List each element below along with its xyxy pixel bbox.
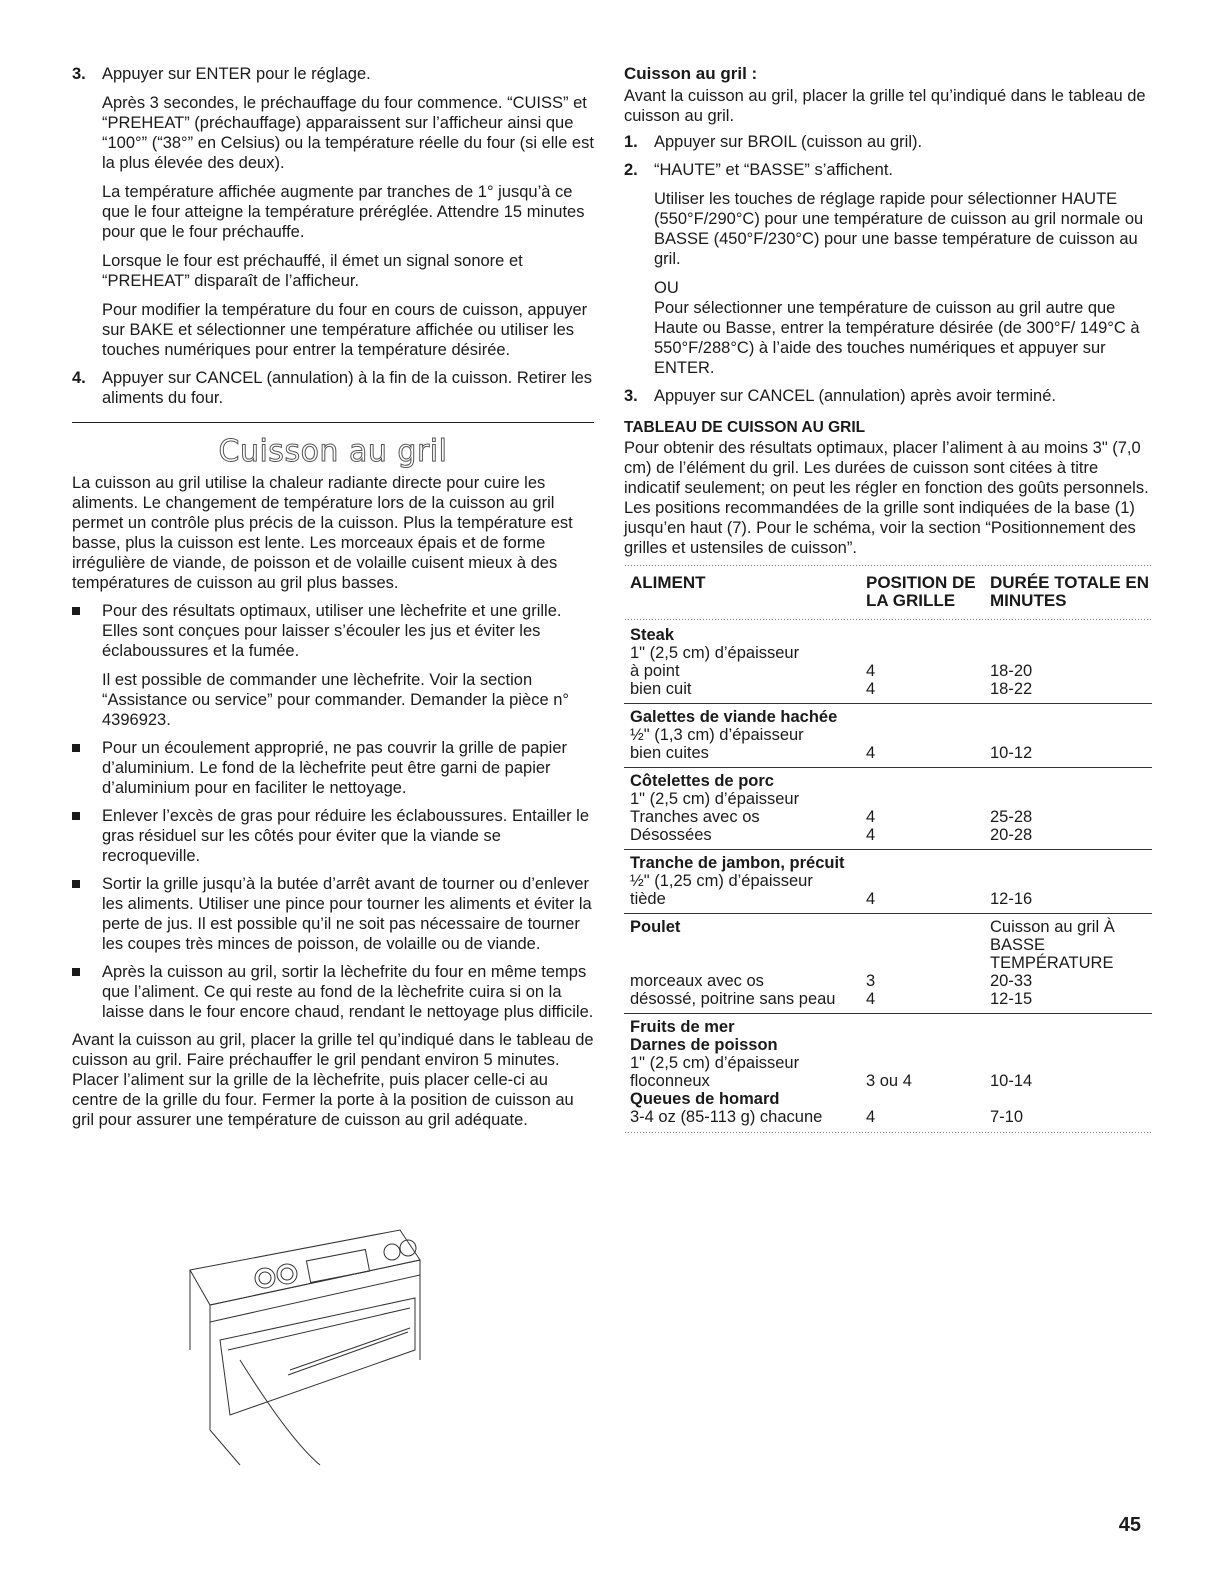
- bullet-text: Pour un écoulement approprié, ne pas couvrir la grille de papier d’aluminium. Le fond de la lèchefrite peut être garni de papier d’aluminium pour en faciliter le nettoyage.: [102, 739, 568, 797]
- table-body: [624, 622, 1152, 1131]
- oven-illustration: [170, 1200, 450, 1470]
- bullet-square-icon: [72, 738, 102, 798]
- time-cell: [990, 708, 1152, 726]
- table-row: [624, 772, 1152, 790]
- paragraph: Utiliser les touches de réglage rapide pour sélectionner HAUTE (550°F/290°C) pour une température de cuisson au gril normale ou BASSE (450°F/230°C) pour une basse température de cuisson au gril.: [654, 190, 1144, 268]
- time-cell: 10-12: [990, 744, 1033, 762]
- food-cell: bien cuites: [630, 744, 709, 762]
- broil-chart-table: [624, 564, 1152, 1135]
- position-cell: 4: [866, 680, 876, 698]
- position-cell: 4: [866, 808, 876, 826]
- food-cell: ½" (1,25 cm) d’épaisseur: [630, 872, 813, 890]
- food-cell: bien cuit: [630, 680, 692, 698]
- step-3-right: [624, 386, 1152, 406]
- time-cell: [990, 1054, 1152, 1072]
- step-number: 2.: [624, 161, 638, 179]
- table-row: [624, 826, 1152, 844]
- food-cell: Désossées: [630, 826, 712, 844]
- time-cell: [990, 644, 1152, 662]
- food-cell: 1" (2,5 cm) d’épaisseur: [630, 644, 800, 662]
- table-group: [624, 622, 1152, 704]
- food-cell: floconneux: [630, 1072, 710, 1090]
- table-row: [624, 1108, 1152, 1126]
- dotted-rule: [624, 1131, 1152, 1135]
- outro-paragraph: Avant la cuisson au gril, placer la grille tel qu’indiqué dans le tableau de cuisson au gril. Faire préchauffer le gril pendant environ 5 minutes. Placer l’aliment sur la grille de la lèchefrite, puis placer celle-ci au centre de la grille du four. Fermer la porte à la position de cuisson au gril pour assurer une température de cuisson au gril adéquate.: [72, 1031, 594, 1129]
- position-cell: [866, 872, 990, 890]
- paragraph: Avant la cuisson au gril, placer la grille tel qu’indiqué dans le tableau de cuisson au gril.: [624, 87, 1146, 125]
- bullet-item: [72, 738, 594, 798]
- bullet-square-icon: [72, 601, 102, 730]
- position-cell: 4: [866, 990, 876, 1008]
- bullet-square-icon: [72, 962, 102, 1022]
- bullet-text: Sortir la grille jusqu’à la butée d’arrêt avant de tourner ou d’enlever les aliments. Utiliser une pince pour tourner les aliments et éviter la perte de jus. Il est possible qu’il ne soit pas nécessaire de tourner les coupes très minces de poisson, de volaille ou de viande.: [102, 875, 592, 953]
- page-number: 45: [1118, 1514, 1141, 1536]
- table-row: [624, 972, 1152, 990]
- time-cell: [990, 1036, 1152, 1054]
- time-cell: [990, 1090, 1152, 1108]
- position-cell: [866, 644, 990, 662]
- table-row: [624, 854, 1152, 872]
- time-cell: 20-28: [990, 826, 1033, 844]
- food-cell: tiède: [630, 890, 666, 908]
- table-row: [624, 1018, 1152, 1036]
- time-cell: [990, 726, 1152, 744]
- table-row: [624, 1090, 1152, 1108]
- table-row: [624, 918, 1152, 972]
- position-cell: [866, 854, 990, 872]
- table-row: [624, 644, 1152, 662]
- time-cell: [990, 854, 1152, 872]
- section-divider: [72, 422, 594, 423]
- table-row: [624, 726, 1152, 744]
- bullet-text: Après la cuisson au gril, sortir la lèchefrite du four en même temps que l’aliment. Ce qui reste au fond de la lèchefrite cuira si on la laisse dans le four encore chaud, rendant le nettoyage plus difficile.: [102, 963, 594, 1021]
- time-cell: 20-33: [990, 972, 1033, 990]
- table-row: [624, 744, 1152, 762]
- position-cell: 4: [866, 662, 876, 680]
- table-row: [624, 662, 1152, 680]
- step-3: [72, 64, 594, 360]
- left-column: [72, 64, 594, 1130]
- bullet-item: [72, 962, 594, 1022]
- time-cell: 12-15: [990, 990, 1033, 1008]
- paragraph: Lorsque le four est préchauffé, il émet un signal sonore et “PREHEAT” disparaît de l’afficheur.: [102, 252, 523, 290]
- position-cell: 3 ou 4: [866, 1072, 912, 1090]
- bullet-text: Il est possible de commander une lèchefrite. Voir la section “Assistance ou service” pour commander. Demander la pièce n° 4396923.: [102, 671, 569, 729]
- step-number: 4.: [72, 369, 86, 387]
- position-cell: [866, 1018, 990, 1036]
- food-cell: 1" (2,5 cm) d’épaisseur: [630, 1054, 800, 1072]
- food-cell: Côtelettes de porc: [630, 772, 774, 790]
- food-cell: à point: [630, 662, 680, 680]
- time-cell: 18-22: [990, 680, 1033, 698]
- header-food: ALIMENT: [630, 573, 706, 592]
- table-row: [624, 790, 1152, 808]
- table-group: [624, 704, 1152, 768]
- paragraph: Après 3 secondes, le préchauffage du four commence. “CUISS” et “PREHEAT” (préchauffage) apparaissent sur l’afficheur ainsi que “100°” (“38°” en Celsius) ou la température réelle du four (si elle est la plus élevée des deux).: [102, 94, 594, 172]
- position-cell: [866, 626, 990, 644]
- food-cell: Galettes de viande hachée: [630, 708, 838, 726]
- position-cell: 4: [866, 1108, 876, 1126]
- food-cell: 1" (2,5 cm) d’épaisseur: [630, 790, 800, 808]
- step-number: 3.: [72, 65, 86, 83]
- bullet-item: [72, 874, 594, 954]
- bullet-square-icon: [72, 806, 102, 866]
- bullet-square-icon: [72, 874, 102, 954]
- step-1: [624, 132, 1152, 152]
- food-cell: Fruits de mer: [630, 1018, 735, 1036]
- food-cell: Tranche de jambon, précuit: [630, 854, 845, 872]
- table-row: [624, 990, 1152, 1008]
- time-cell: Cuisson au gril À BASSE TEMPÉRATURE: [990, 918, 1115, 972]
- position-cell: 4: [866, 744, 876, 762]
- table-group: [624, 768, 1152, 850]
- right-column: [624, 64, 1152, 1135]
- table-row: [624, 680, 1152, 698]
- food-cell: ½" (1,3 cm) d’épaisseur: [630, 726, 804, 744]
- time-cell: 12-16: [990, 890, 1033, 908]
- paragraph: Pour sélectionner une température de cuisson au gril autre que Haute ou Basse, entrer la température désirée (de 300°F/ 149°C à 550°F/288°C) à l’aide des touches numériques et appuyer sur ENTER.: [654, 299, 1140, 377]
- step-text: Appuyer sur CANCEL (annulation) après avoir terminé.: [654, 387, 1056, 405]
- time-cell: [990, 790, 1152, 808]
- header-total-time: DURÉE TOTALE EN MINUTES: [990, 573, 1149, 610]
- table-row: [624, 1036, 1152, 1054]
- paragraph: Pour modifier la température du four en cours de cuisson, appuyer sur BAKE et sélectionner une température affichée ou utiliser les touches numériques pour entrer la température désirée.: [102, 301, 588, 359]
- table-row: [624, 1054, 1152, 1072]
- or-label: OU: [654, 279, 679, 297]
- table-row: [624, 872, 1152, 890]
- food-cell: désossé, poitrine sans peau: [630, 990, 836, 1008]
- time-cell: [990, 772, 1152, 790]
- time-cell: [990, 872, 1152, 890]
- step-number: 1.: [624, 133, 638, 151]
- time-cell: [990, 1018, 1152, 1036]
- table-row: [624, 708, 1152, 726]
- table-row: [624, 808, 1152, 826]
- food-cell: Tranches avec os: [630, 808, 760, 826]
- step-2: [624, 160, 1152, 378]
- position-cell: 4: [866, 826, 876, 844]
- position-cell: [866, 726, 990, 744]
- time-cell: 25-28: [990, 808, 1033, 826]
- position-cell: 4: [866, 890, 876, 908]
- step-4: [72, 368, 594, 408]
- table-heading: TABLEAU DE CUISSON AU GRIL: [624, 419, 866, 436]
- food-cell: Steak: [630, 626, 675, 644]
- food-cell: Darnes de poisson: [630, 1036, 778, 1054]
- table-row: [624, 890, 1152, 908]
- section-title: Cuisson au gril: [218, 434, 448, 469]
- position-cell: [866, 1090, 990, 1108]
- bullet-text: Pour des résultats optimaux, utiliser une lèchefrite et une grille. Elles sont conçues pour laisser s’écouler les jus et éviter les éclaboussures et la fumée.: [102, 602, 562, 660]
- step-text: Appuyer sur BROIL (cuisson au gril).: [654, 133, 923, 151]
- food-cell: morceaux avec os: [630, 972, 764, 990]
- time-cell: 10-14: [990, 1072, 1033, 1090]
- table-group: [624, 914, 1152, 1014]
- position-cell: [866, 772, 990, 790]
- bullet-text: Enlever l’excès de gras pour réduire les éclaboussures. Entailler le gras résiduel sur les côtés pour éviter que la viande se recroqueville.: [102, 807, 589, 865]
- step-number: 3.: [624, 387, 638, 405]
- table-row: [624, 626, 1152, 644]
- table-group: [624, 1014, 1152, 1131]
- step-text: Appuyer sur ENTER pour le réglage.: [102, 65, 371, 83]
- paragraph: La température affichée augmente par tranches de 1° jusqu’à ce que le four atteigne la température préréglée. Attendre 15 minutes pour que le four préchauffe.: [102, 183, 585, 241]
- header-rack-position: POSITION DE LA GRILLE: [866, 573, 976, 610]
- food-cell: Poulet: [630, 918, 681, 936]
- table-row: [624, 1072, 1152, 1090]
- intro-paragraph: La cuisson au gril utilise la chaleur radiante directe pour cuire les aliments. Le changement de température lors de la cuisson au gril permet un contrôle plus précis de la cuisson. Plus la température est basse, plus la cuisson est lente. Les morceaux épais et de forme irrégulière de viande, de poisson et de volaille cuisent mieux à des températures de cuisson au gril plus basses.: [72, 474, 573, 592]
- position-cell: [866, 1054, 990, 1072]
- food-cell: Queues de homard: [630, 1090, 780, 1108]
- table-intro: Pour obtenir des résultats optimaux, placer l’aliment à au moins 3" (7,0 cm) de l’élément du gril. Les durées de cuisson sont citées à titre indicatif seulement; on peut les régler en fonction des goûts personnels. Les positions recommandées de la grille sont indiquées de la base (1) jusqu’en haut (7). Pour le schéma, voir la section “Positionnement des grilles et ustensiles de cuisson”.: [624, 439, 1149, 557]
- bullet-item: [72, 806, 594, 866]
- food-cell: 3-4 oz (85-113 g) chacune: [630, 1108, 823, 1126]
- subsection-heading: Cuisson au gril :: [624, 64, 758, 83]
- step-text: “HAUTE” et “BASSE” s’affichent.: [654, 161, 894, 179]
- time-cell: [990, 626, 1152, 644]
- bullet-item: [72, 601, 594, 730]
- time-cell: 18-20: [990, 662, 1033, 680]
- position-cell: [866, 918, 990, 972]
- step-text: Appuyer sur CANCEL (annulation) à la fin de la cuisson. Retirer les aliments du four.: [102, 369, 593, 407]
- position-cell: 3: [866, 972, 876, 990]
- position-cell: [866, 1036, 990, 1054]
- position-cell: [866, 790, 990, 808]
- table-group: [624, 850, 1152, 914]
- position-cell: [866, 708, 990, 726]
- table-header: [624, 568, 1152, 618]
- time-cell: 7-10: [990, 1108, 1024, 1126]
